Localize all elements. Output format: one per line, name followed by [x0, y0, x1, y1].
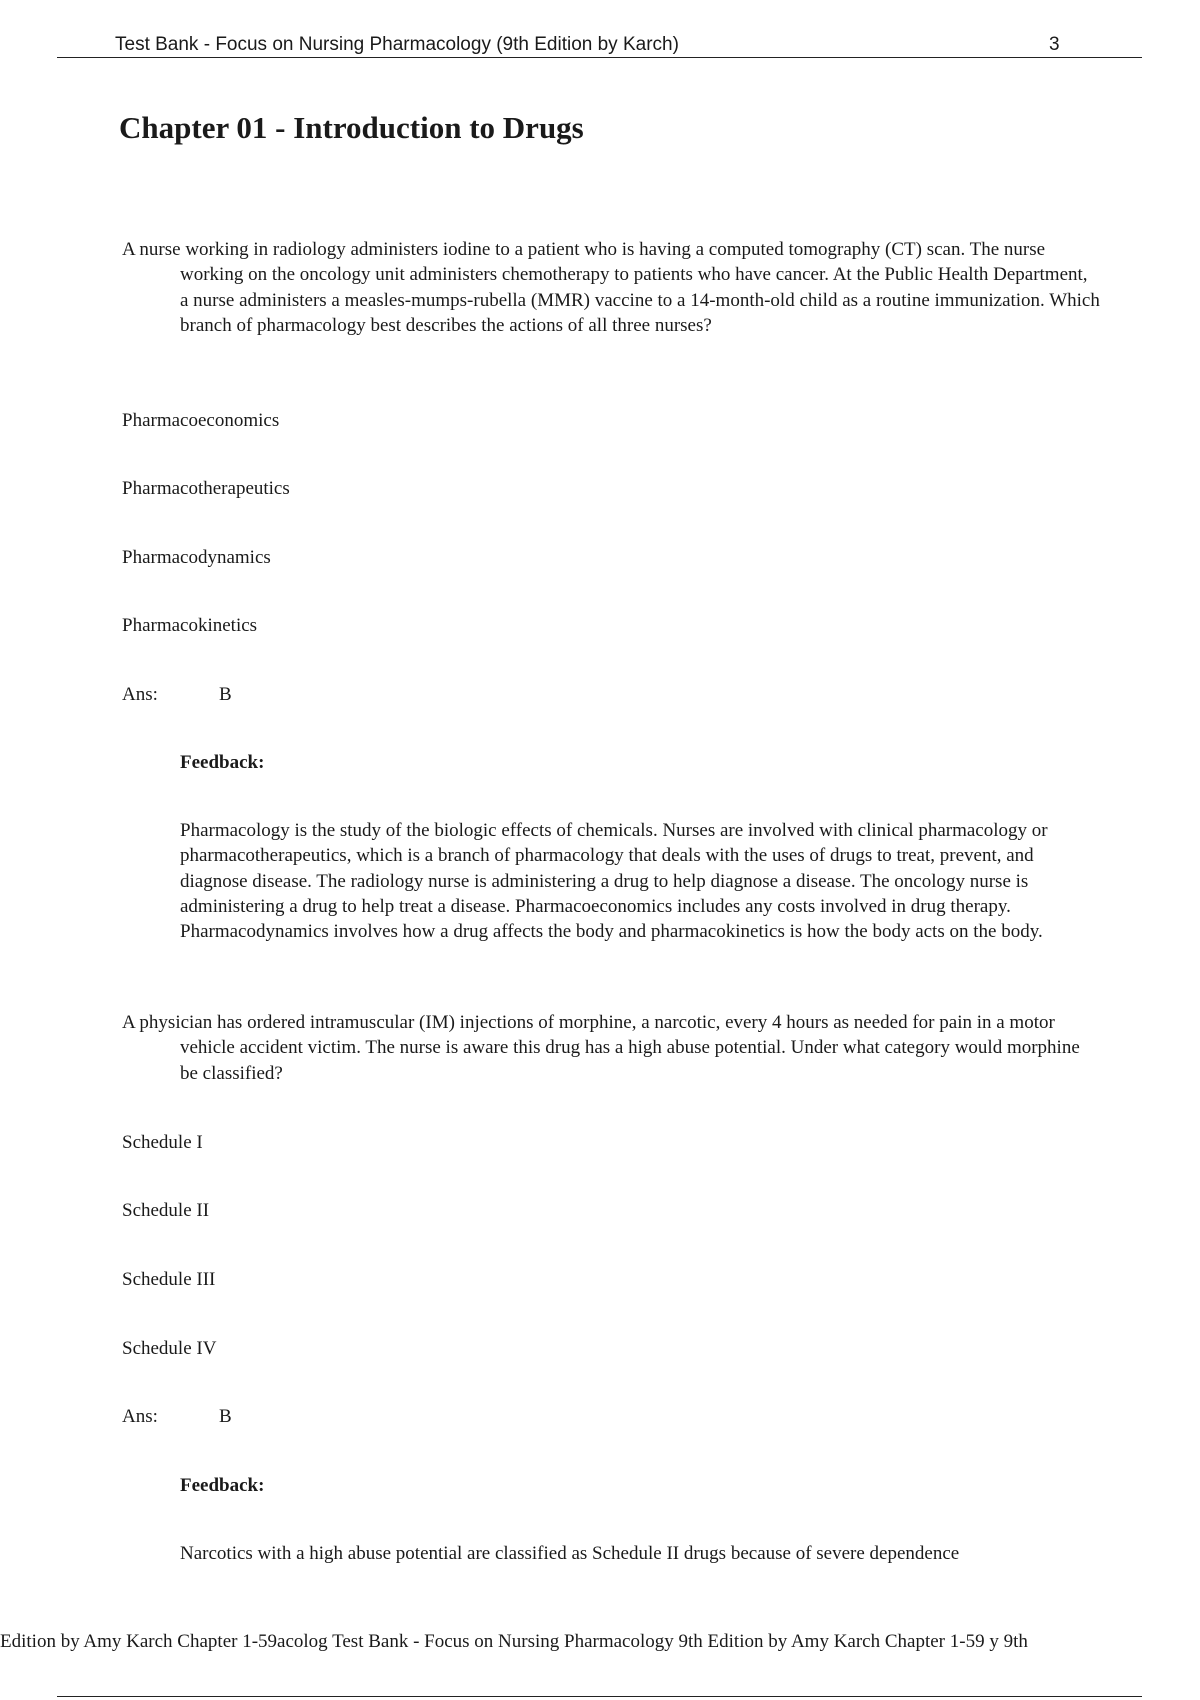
question-1-option-a: Pharmacoeconomics [122, 410, 280, 431]
question-1-answer [122, 682, 232, 707]
question-2-feedback-text: Narcotics with a high abuse potential are classified as Schedule II drugs because of severe dependence [180, 1543, 960, 1564]
answer-label: Ans: [122, 684, 158, 705]
question-1-option-b: Pharmacotherapeutics [122, 478, 290, 499]
question-2-option-a: Schedule I [122, 1132, 203, 1153]
question-2-answer [122, 1404, 232, 1429]
question-2-option-d: Schedule IV [122, 1338, 217, 1359]
question-2-option-c: Schedule III [122, 1269, 216, 1290]
question-1-option-d: Pharmacokinetics [122, 615, 258, 636]
question-1-option-c: Pharmacodynamics [122, 547, 271, 568]
footer-rule [57, 1696, 1142, 1697]
page-number: 3 [1049, 34, 1060, 55]
page-footer-text: Edition by Amy Karch Chapter 1-59acolog Test Bank - Focus on Nursing Pharmacology 9th Edition by Amy Karch Chapter 1-59 y 9th [0, 1631, 1028, 1652]
question-1-feedback-text: Pharmacology is the study of the biologic effects of chemicals. Nurses are involved with clinical pharmacology or pharmacotherapeutics, which is a branch of pharmacology that deals with the uses of drugs to treat, prevent, and diagnose disease. The radiology nurse is administering a drug to help diagnose a disease. The oncology nurse is administering a drug to help treat a disease. Pharmacoeconomics includes any costs involved in drug therapy. Pharmacodynamics involves how a drug affects the body and pharmacokinetics is how the body acts on the body. [180, 820, 1048, 943]
answer-value: B [219, 1406, 232, 1427]
running-header-title: Test Bank - Focus on Nursing Pharmacology (9th Edition by Karch) [115, 34, 679, 55]
answer-value: B [219, 684, 232, 705]
answer-label: Ans: [122, 1406, 158, 1427]
chapter-title: Chapter 01 - Introduction to Drugs [119, 110, 584, 145]
question-1-feedback-label: Feedback: [180, 752, 265, 773]
page-header [57, 32, 1142, 58]
question-2-option-b: Schedule II [122, 1200, 210, 1221]
question-2-feedback-label: Feedback: [180, 1475, 265, 1496]
question-2-stem: A physician has ordered intramuscular (IM) injections of morphine, a narcotic, every 4 hours as needed for pain in a motor vehicle accident victim. The nurse is aware this drug has a high abuse potential. Under what category would morphine be classified? [122, 1012, 1080, 1084]
question-1-stem: A nurse working in radiology administers iodine to a patient who is having a computed tomography (CT) scan. The nurse working on the oncology unit administers chemotherapy to patients who have cancer. At the Public Health Department, a nurse administers a measles-mumps-rubella (MMR) vaccine to a 14-month-old child as a routine immunization. Which branch of pharmacology best describes the actions of all three nurses? [122, 239, 1100, 336]
